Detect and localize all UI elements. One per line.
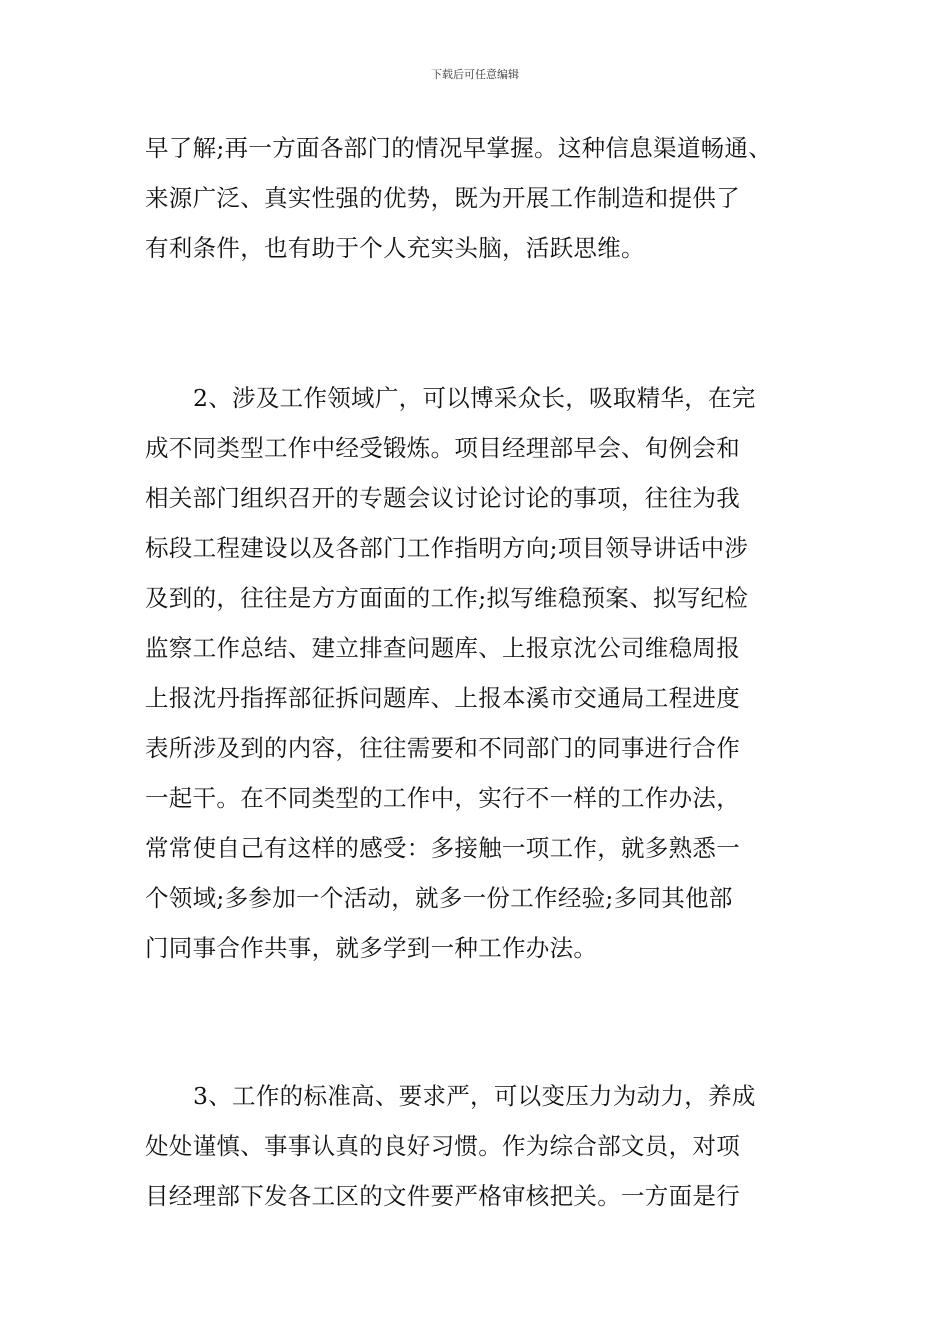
- text-line: 3、工作的标准高、要求严，可以变压力为动力，养成: [193, 1082, 756, 1110]
- text-line: 个领域;多参加一个活动，就多一份工作经验;多同其他部: [145, 884, 733, 912]
- text-line: 常常使自己有这样的感受：多接触一项工作，就多熟悉一: [145, 834, 740, 862]
- text-line: 上报沈丹指挥部征拆问题库、上报本溪市交通局工程进度: [145, 684, 740, 712]
- text-line: 标段工程建设以及各部门工作指明方向;项目领导讲话中涉: [145, 534, 749, 562]
- text-line: 一起干。在不同类型的工作中，实行不一样的工作办法，: [145, 784, 740, 812]
- text-line: 相关部门组织召开的专题会议讨论讨论的事项，往往为我: [145, 484, 740, 512]
- text-line: 来源广泛、真实性强的优势，既为开展工作制造和提供了: [145, 184, 740, 212]
- text-line: 表所涉及到的内容，往往需要和不同部门的同事进行合作: [145, 734, 740, 762]
- text-line: 目经理部下发各工区的文件要严格审核把关。一方面是行: [145, 1182, 740, 1210]
- text-line: 有利条件，也有助于个人充实头脑，活跃思维。: [145, 234, 645, 262]
- text-line: 早了解;再一方面各部门的情况早掌握。这种信息渠道畅通、: [145, 134, 773, 162]
- text-line: 门同事合作共事，就多学到一种工作办法。: [145, 934, 598, 962]
- page-header-note: 下载后可任意编辑: [431, 68, 519, 81]
- text-line: 2、涉及工作领域广，可以博采众长，吸取精华，在完: [193, 384, 756, 412]
- text-line: 处处谨慎、事事认真的良好习惯。作为综合部文员，对项: [145, 1132, 740, 1160]
- text-line: 监察工作总结、建立排查问题库、上报京沈公司维稳周报: [145, 634, 740, 662]
- text-line: 及到的，往往是方方面面的工作;拟写维稳预案、拟写纪检: [145, 584, 749, 612]
- text-line: 成不同类型工作中经受锻炼。项目经理部早会、旬例会和: [145, 434, 740, 462]
